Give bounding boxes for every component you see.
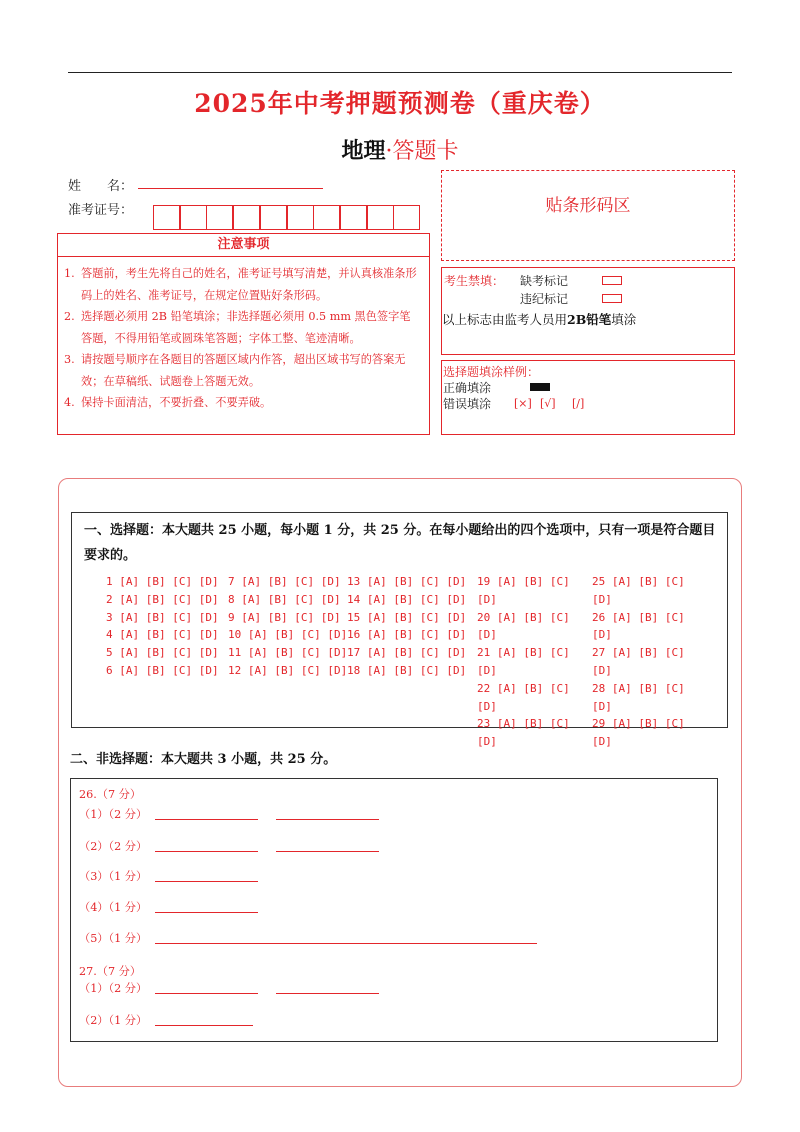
mc-question-row[interactable] xyxy=(592,644,685,662)
mc-question-row[interactable] xyxy=(592,609,685,627)
answer-options[interactable]: [A] [B] [C] [D] xyxy=(241,610,341,624)
wrong-sample-cross: [×] xyxy=(514,397,532,410)
q26-part1-answer-a[interactable] xyxy=(155,819,258,820)
q27-part1-answer-b[interactable] xyxy=(276,993,379,994)
mc-question-row[interactable] xyxy=(347,609,466,627)
answer-options[interactable]: [D] xyxy=(477,735,497,749)
question-number: 23 xyxy=(477,717,491,731)
mc-question-row[interactable] xyxy=(347,626,466,644)
section1-title: 一、选择题：本大题共 25 小题，每小题 1 分，共 25 分。在每小题给出的四个选项中，只有一项是符合题目要求的。 xyxy=(84,523,716,563)
barcode-area xyxy=(441,170,735,261)
mc-question-row[interactable] xyxy=(477,715,570,733)
answer-options[interactable]: [D] xyxy=(477,628,497,642)
answer-options[interactable]: [A] [B] [C] [D] xyxy=(366,592,467,606)
answer-options[interactable]: [D] xyxy=(592,735,612,749)
answer-options[interactable]: [A] [B] [C] [D] xyxy=(241,592,341,606)
absent-mark-box[interactable] xyxy=(602,276,622,285)
answer-options[interactable]: [A] [B] [C] [D] xyxy=(119,610,219,624)
mc-question-row[interactable] xyxy=(228,644,347,662)
name-label: 姓 名： xyxy=(68,179,134,194)
answer-options[interactable]: [A] [B] [C] [D] xyxy=(119,575,219,588)
question-number: 29 xyxy=(592,717,606,731)
mc-question-row-wrap[interactable] xyxy=(477,698,497,716)
question-number: 15 xyxy=(347,610,361,624)
exam-id-digit-box[interactable] xyxy=(313,205,340,230)
q27-part2-answer[interactable] xyxy=(155,1025,253,1026)
card-label: 答题卡 xyxy=(392,139,459,164)
exam-id-digit-box[interactable] xyxy=(367,205,394,230)
mc-question-row-wrap[interactable] xyxy=(592,733,612,751)
sample-title: 选择题填涂样例： xyxy=(443,365,540,379)
ban-title: 考生禁填： xyxy=(444,274,505,288)
wrong-sample-slash: [/] xyxy=(572,397,585,410)
answer-options[interactable]: [A] [B] [C] [D] xyxy=(119,628,219,642)
note-item: 2. 选择题必须用 2B 铅笔填涂；非选择题必须用 0.5 mm 黑色签字笔答题，不得用铅笔或圆珠笔答题；字体工整、笔迹清晰。 xyxy=(64,310,411,345)
mc-question-row[interactable] xyxy=(106,644,219,662)
mc-question-row[interactable] xyxy=(228,573,341,591)
mc-question-row[interactable] xyxy=(347,662,466,680)
answer-options[interactable]: [A] [B] [C] xyxy=(496,717,570,731)
notes-title: 注意事项 xyxy=(57,233,430,257)
question-number: 16 xyxy=(347,628,361,642)
question-number: 20 xyxy=(477,610,491,624)
mc-question-row[interactable] xyxy=(347,644,466,662)
notes-list xyxy=(57,257,430,435)
fill-sample-area xyxy=(441,360,735,435)
mc-question-row[interactable] xyxy=(592,715,685,733)
mc-question-row[interactable] xyxy=(477,644,570,662)
q26-part1-answer-b[interactable] xyxy=(276,819,379,820)
answer-options[interactable]: [A] [B] [C] xyxy=(496,610,570,624)
answer-options[interactable]: [D] xyxy=(477,699,497,713)
question-number: 10 xyxy=(228,628,242,642)
answer-options[interactable]: [D] xyxy=(592,628,612,642)
question-number: 28 xyxy=(592,681,606,695)
answer-options[interactable]: [A] [B] [C] xyxy=(611,575,685,588)
answer-options[interactable]: [A] [B] [C] xyxy=(496,646,570,660)
wrong-label: 错误填涂 xyxy=(443,397,492,411)
mc-question-row[interactable] xyxy=(347,591,466,609)
answer-options[interactable]: [D] xyxy=(592,699,612,713)
answer-options[interactable]: [A] [B] [C] [D] xyxy=(247,646,348,660)
q26-part4-label: （4）（1 分） xyxy=(79,901,148,914)
id-label: 准考证号： xyxy=(68,203,134,218)
exam-id-digit-box[interactable] xyxy=(180,205,207,230)
violation-mark-box[interactable] xyxy=(602,294,622,303)
subject-separator: · xyxy=(385,139,393,164)
section2-title: 二、非选择题：本大题共 3 小题，共 25 分。 xyxy=(70,752,337,767)
question-number: 26 xyxy=(592,610,606,624)
ban-note: 以上标志由监考人员用2B铅笔填涂 xyxy=(442,312,637,327)
violation-label: 违纪标记 xyxy=(520,292,569,306)
mc-question-row-wrap[interactable] xyxy=(592,662,612,680)
answer-options[interactable]: [A] [B] [C] [D] xyxy=(366,610,467,624)
note-item: 1. 答题前，考生先将自己的姓名，准考证号填写清楚，并认真核准条形码上的姓名、准考证号，在规定位置贴好条形码。 xyxy=(64,267,417,302)
mc-question-row-wrap[interactable] xyxy=(592,626,612,644)
mc-question-row[interactable] xyxy=(347,573,466,591)
answer-options[interactable]: [A] [B] [C] [D] xyxy=(119,646,219,660)
answer-options[interactable]: [A] [B] [C] [D] xyxy=(241,575,341,588)
correct-label: 正确填涂 xyxy=(443,381,492,395)
mc-question-row-wrap[interactable] xyxy=(592,591,612,609)
question-number: 9 xyxy=(228,610,235,624)
mc-question-row[interactable] xyxy=(228,591,341,609)
mc-question-row[interactable] xyxy=(106,609,219,627)
q26-part3-answer[interactable] xyxy=(155,881,258,882)
answer-options[interactable]: [A] [B] [C] [D] xyxy=(366,575,467,588)
question-number: 4 xyxy=(106,628,113,642)
proctor-only-area xyxy=(441,267,735,355)
mc-question-row[interactable] xyxy=(228,609,341,627)
question-number: 25 xyxy=(592,575,606,588)
exam-id-digit-box[interactable] xyxy=(393,205,420,230)
answer-options[interactable]: [A] [B] [C] xyxy=(611,717,685,731)
top-rule xyxy=(68,72,732,73)
mc-question-row-wrap[interactable] xyxy=(592,698,612,716)
q27-part2-label: （2）（1 分） xyxy=(79,1014,148,1027)
mc-question-row[interactable] xyxy=(477,573,570,591)
question-number: 27 xyxy=(592,646,606,660)
mc-question-row[interactable] xyxy=(592,573,685,591)
absent-label: 缺考标记 xyxy=(520,274,569,288)
answer-options[interactable]: [A] [B] [C] [D] xyxy=(119,592,219,606)
q27-part1-answer-a[interactable] xyxy=(155,993,258,994)
mc-question-row[interactable] xyxy=(106,591,219,609)
answer-options[interactable]: [A] [B] [C] [D] xyxy=(119,664,219,677)
answer-options[interactable]: [A] [B] [C] [D] xyxy=(247,664,348,677)
answer-options[interactable]: [A] [B] [C] xyxy=(496,575,570,588)
answer-options[interactable]: [A] [B] [C] xyxy=(611,610,685,624)
exam-title: 2025年中考押题预测卷（重庆卷） xyxy=(194,89,606,118)
note-item: 3. 请按题号顺序在各题目的答题区域内作答，超出区域书写的答案无效；在草稿纸、试题卷上答题无效。 xyxy=(64,353,406,388)
mc-question-row[interactable] xyxy=(106,626,219,644)
q26-part5-label: （5）（1 分） xyxy=(79,932,148,945)
free-response-box xyxy=(70,778,718,1042)
question-number: 6 xyxy=(106,664,113,677)
question-number: 13 xyxy=(347,575,361,588)
question-number: 2 xyxy=(106,592,113,606)
answer-options[interactable]: [A] [B] [C] [D] xyxy=(247,628,348,642)
question-number: 17 xyxy=(347,646,361,660)
q26-part1-label: （1）（2 分） xyxy=(79,808,148,821)
question-number: 8 xyxy=(228,592,235,606)
q26-part2-answer-a[interactable] xyxy=(155,851,258,852)
subject-title xyxy=(0,134,800,165)
question-number: 11 xyxy=(228,646,242,660)
q26-part4-answer[interactable] xyxy=(155,912,258,913)
answer-options[interactable]: [A] [B] [C] xyxy=(496,681,570,695)
subject-name: 地理 xyxy=(341,138,386,164)
wrong-sample-check: [√] xyxy=(540,397,556,410)
answer-options[interactable]: [A] [B] [C] xyxy=(611,681,685,695)
answer-options[interactable]: [D] xyxy=(592,664,612,677)
question-number: 19 xyxy=(477,575,491,588)
mc-question-row[interactable] xyxy=(106,573,219,591)
question-number: 1 xyxy=(106,575,113,588)
question-number: 12 xyxy=(228,664,242,677)
question-number: 18 xyxy=(347,664,361,677)
q26-part2-label: （2）（2 分） xyxy=(79,840,148,853)
question-26-label: 26.（7 分） xyxy=(79,788,142,801)
exam-id-digit-box[interactable] xyxy=(153,205,180,230)
q26-part5-answer[interactable] xyxy=(155,943,537,944)
correct-fill-sample xyxy=(530,383,550,391)
exam-id-digit-box[interactable] xyxy=(233,205,260,230)
exam-id-digit-box[interactable] xyxy=(206,205,233,230)
q26-part2-answer-b[interactable] xyxy=(276,851,379,852)
question-27-label: 27.（7 分） xyxy=(79,965,142,978)
q26-part3-label: （3）（1 分） xyxy=(79,870,148,883)
mc-question-row-wrap[interactable] xyxy=(477,662,497,680)
question-number: 5 xyxy=(106,646,113,660)
mc-question-row[interactable] xyxy=(477,680,570,698)
mc-question-row[interactable] xyxy=(477,609,570,627)
answer-options[interactable]: [A] [B] [C] [D] xyxy=(366,628,467,642)
exam-id-digit-box[interactable] xyxy=(260,205,287,230)
mc-question-row-wrap[interactable] xyxy=(477,733,497,751)
note-item: 4. 保持卡面清洁，不要折叠、不要弄破。 xyxy=(64,396,272,409)
answer-options[interactable]: [D] xyxy=(477,592,497,606)
question-number: 21 xyxy=(477,646,491,660)
mc-question-row[interactable] xyxy=(592,680,685,698)
mc-question-row[interactable] xyxy=(106,662,219,680)
exam-id-digit-box[interactable] xyxy=(287,205,314,230)
mc-question-row[interactable] xyxy=(228,626,347,644)
question-number: 22 xyxy=(477,681,491,695)
question-number: 3 xyxy=(106,610,113,624)
name-field[interactable] xyxy=(138,188,323,189)
answer-options[interactable]: [D] xyxy=(477,664,497,677)
question-number: 7 xyxy=(228,575,235,588)
answer-options[interactable]: [A] [B] [C] [D] xyxy=(366,664,467,677)
question-number: 14 xyxy=(347,592,361,606)
answer-options[interactable]: [A] [B] [C] xyxy=(611,646,685,660)
answer-options[interactable]: [D] xyxy=(592,592,612,606)
mc-question-row-wrap[interactable] xyxy=(477,591,497,609)
exam-id-digit-box[interactable] xyxy=(340,205,367,230)
barcode-label: 贴条形码区 xyxy=(545,196,631,216)
mc-question-row-wrap[interactable] xyxy=(477,626,497,644)
q27-part1-label: （1）（2 分） xyxy=(79,982,148,995)
answer-options[interactable]: [A] [B] [C] [D] xyxy=(366,646,467,660)
mc-question-row[interactable] xyxy=(228,662,347,680)
